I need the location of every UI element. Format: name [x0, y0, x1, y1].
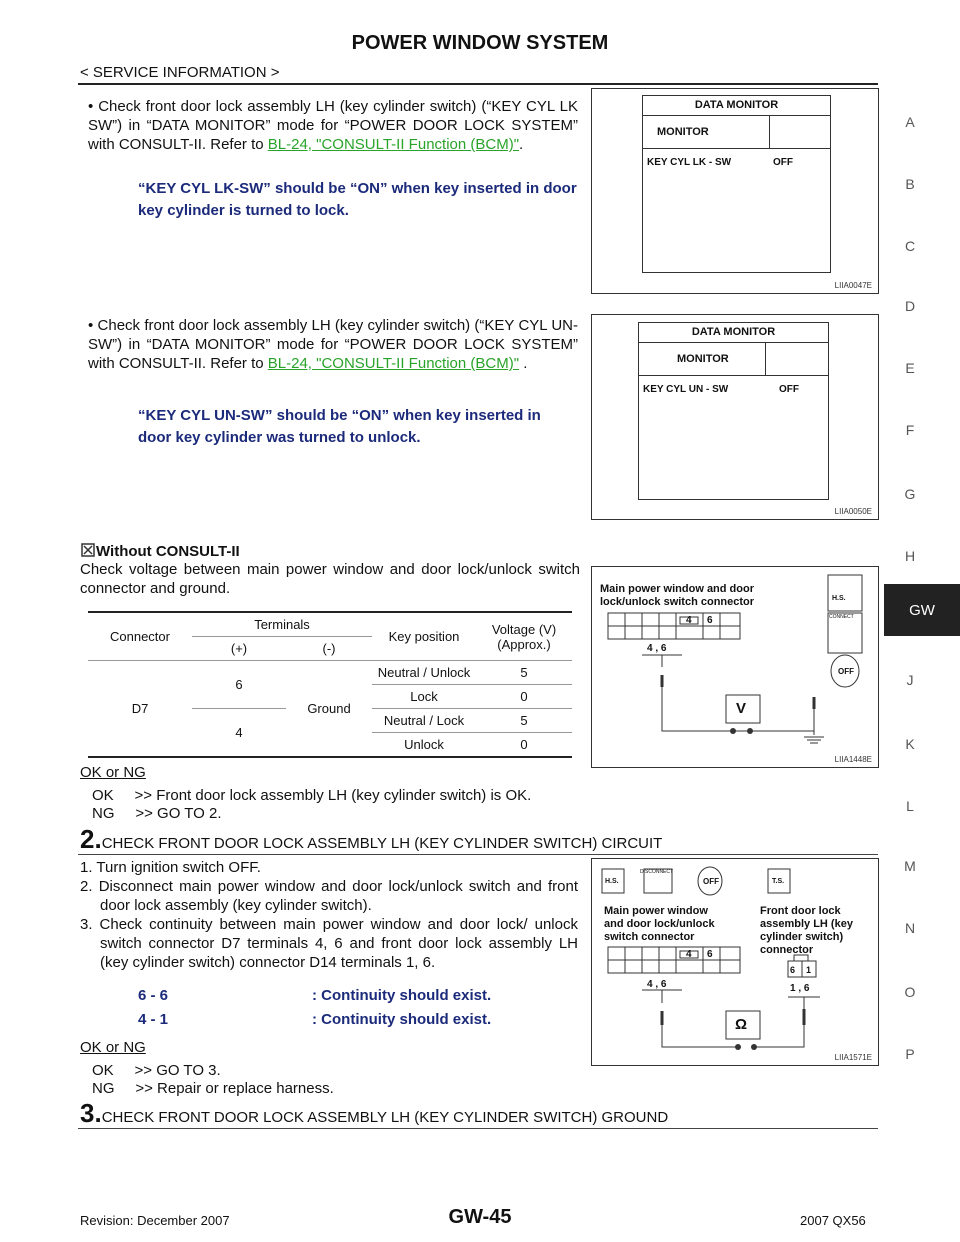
side-index-l[interactable]: L — [906, 798, 914, 814]
figure-continuity-check — [591, 858, 879, 1066]
figure-code: LIIA1448E — [834, 755, 872, 764]
side-index-h[interactable]: H — [904, 548, 916, 564]
footer-model: 2007 QX56 — [800, 1213, 866, 1228]
voltmeter-symbol: V — [736, 700, 747, 717]
tool-icon — [80, 542, 96, 558]
hs-icon: H.S. — [832, 595, 846, 602]
footer-page-number: GW-45 — [448, 1206, 512, 1228]
cell-key: Lock — [372, 685, 476, 709]
step-3-heading — [80, 1098, 668, 1129]
left-connector-caption: Main power window and door lock/unlock switch connector — [604, 905, 715, 943]
side-index-f[interactable]: F — [905, 422, 915, 438]
ok-result: OK >> Front door lock assembly LH (key cylinder switch) is OK. — [92, 787, 532, 804]
continuity-pins-2: 4 - 1 — [138, 1011, 169, 1028]
step-2-list — [80, 858, 578, 972]
bullet-1-tail: . — [519, 136, 524, 153]
ok-ng-label: OK or NG — [80, 1039, 146, 1056]
without-consult-text: Check voltage between main power window and door lock/unlock switch connector and ground. — [80, 561, 580, 597]
note-2: “KEY CYL UN-SW” should be “ON” when key inserted in door key cylinder was turned to unlock. — [138, 407, 541, 446]
voltage-table — [88, 611, 572, 758]
ng-result: NG >> GO TO 2. — [92, 805, 222, 822]
continuity-diagram — [592, 859, 878, 1065]
step-2-title: CHECK FRONT DOOR LOCK ASSEMBLY LH (KEY CYLINDER SWITCH) CIRCUIT — [101, 835, 663, 852]
step-2-item: 3. Check continuity between main power window and door lock/ unlock switch connector D7 terminals 4, 6 and front door lock assembly LH (key cylinder switch) connector D14 terminals 1, 6. — [80, 916, 578, 971]
monitor-label: MONITOR — [677, 353, 729, 365]
connect-icon: CONNECT — [829, 614, 854, 620]
step-2-number: 2. — [80, 824, 102, 854]
side-index-k[interactable]: K — [905, 736, 915, 752]
cell-voltage: 0 — [476, 685, 572, 709]
step-2-rule — [78, 854, 878, 855]
cell-terminal-6: 6 — [192, 661, 286, 709]
side-tab-gw[interactable]: GW — [884, 584, 960, 636]
pin-6: 6 — [707, 615, 713, 626]
cell-ground: Ground — [307, 701, 351, 716]
col-key-position: Key position — [372, 613, 476, 661]
step-2-item: 1. Turn ignition switch OFF. — [80, 859, 261, 876]
ohmmeter-symbol: Ω — [735, 1016, 748, 1033]
step-2-heading — [80, 824, 662, 855]
continuity-pins-1: 6 - 6 — [138, 987, 169, 1004]
bullet-2 — [88, 316, 578, 373]
off-icon: OFF — [703, 877, 719, 886]
side-index-p[interactable]: P — [905, 1046, 915, 1062]
pin-6: 6 — [707, 949, 713, 960]
side-index-d[interactable]: D — [904, 298, 916, 314]
step-3-title: CHECK FRONT DOOR LOCK ASSEMBLY LH (KEY CYLINDER SWITCH) GROUND — [101, 1109, 669, 1126]
ts-icon: T.S. — [772, 878, 785, 885]
connector-caption: Main power window and door lock/unlock switch connector — [600, 583, 755, 608]
page-title: POWER WINDOW SYSTEM — [351, 32, 609, 54]
cell-key: Neutral / Lock — [372, 709, 476, 733]
monitor-value: OFF — [773, 157, 793, 168]
continuity-text-2: : Continuity should exist. — [312, 1011, 492, 1028]
figure-voltage-check — [591, 566, 879, 768]
cell-voltage: 5 — [476, 661, 572, 685]
header-rule — [78, 83, 878, 85]
figure-data-monitor-un — [591, 314, 879, 520]
side-index-e[interactable]: E — [905, 360, 915, 376]
figure-code: LIIA0047E — [834, 281, 872, 290]
side-index-o[interactable]: O — [904, 984, 916, 1000]
disconnect-icon: DISCONNECT — [640, 869, 674, 875]
bullet-1-link[interactable]: BL-24, "CONSULT-II Function (BCM)" — [267, 136, 520, 153]
side-index-g[interactable]: G — [904, 486, 916, 502]
monitor-value: OFF — [779, 384, 799, 395]
monitor-item: KEY CYL UN - SW — [643, 384, 729, 395]
cell-voltage: 0 — [520, 737, 528, 752]
section-subtitle: < SERVICE INFORMATION > — [80, 64, 280, 81]
right-pin-1: 1 — [806, 965, 812, 975]
monitor-label: MONITOR — [657, 126, 709, 138]
footer-revision: Revision: December 2007 — [80, 1213, 230, 1228]
ok-ng-label: OK or NG — [80, 764, 146, 781]
probe-label: 4 , 6 — [647, 643, 667, 654]
figure-code: LIIA0050E — [834, 507, 872, 516]
monitor-head: DATA MONITOR — [639, 323, 828, 343]
side-index-b[interactable]: B — [905, 176, 915, 192]
col-terminals: Terminals — [192, 613, 372, 637]
note-1: “KEY CYL LK-SW” should be “ON” when key inserted in door key cylinder is turned to lock. — [138, 180, 577, 219]
step-2-item: 2. Disconnect main power window and door lock/unlock switch and front door lock assembly (key cylinder switch). — [80, 878, 578, 914]
monitor-head: DATA MONITOR — [643, 96, 830, 116]
cell-connector: D7 — [131, 701, 149, 716]
side-index-m[interactable]: M — [904, 858, 916, 874]
step-3-rule — [78, 1128, 878, 1129]
monitor-panel — [642, 95, 831, 273]
cell-voltage: 5 — [476, 709, 572, 733]
hs-icon: H.S. — [605, 878, 619, 885]
figure-data-monitor-lk — [591, 88, 879, 294]
cell-terminal-4: 4 — [235, 725, 243, 740]
pin-4: 4 — [686, 615, 692, 626]
side-index-a[interactable]: A — [905, 114, 915, 130]
cell-key: Neutral / Unlock — [372, 661, 476, 685]
side-index-c[interactable]: C — [904, 238, 916, 254]
bullet-1 — [88, 97, 578, 154]
cell-key: Unlock — [404, 737, 444, 752]
side-index-j[interactable]: J — [906, 672, 914, 688]
ng-result: NG >> Repair or replace harness. — [92, 1080, 334, 1097]
col-minus: (-) — [286, 637, 372, 661]
ok-result: OK >> GO TO 3. — [92, 1062, 221, 1079]
col-plus: (+) — [192, 637, 286, 661]
probe-right-label: 1 , 6 — [790, 983, 810, 994]
step-3-number: 3. — [80, 1098, 102, 1128]
bullet-2-link[interactable]: BL-24, "CONSULT-II Function (BCM)" — [267, 355, 520, 372]
bullet-2-text: • Check front door lock assembly LH (key cylinder switch) (“KEY CYL UN-SW”) in “DATA MONITOR” mode for “POWER DOOR LOCK SYSTEM” with CONSULT-II. Refer to — [88, 317, 578, 372]
bullet-1-text: • Check front door lock assembly LH (key cylinder switch) (“KEY CYL LK SW”) in “DATA MONITOR” mode for “POWER DOOR LOCK SYSTEM” with CONSULT-II. Refer to — [88, 98, 578, 153]
figure-code: LIIA1571E — [834, 1053, 872, 1062]
without-consult-heading: Without CONSULT-II — [80, 542, 240, 561]
right-connector-caption: Front door lock assembly LH (key cylinder switch) connector — [760, 905, 853, 956]
right-pin-6: 6 — [790, 965, 796, 975]
col-connector: Connector — [88, 613, 192, 661]
pin-4: 4 — [686, 949, 692, 960]
monitor-item: KEY CYL LK - SW — [647, 157, 732, 168]
probe-left-label: 4 , 6 — [647, 979, 667, 990]
monitor-panel — [638, 322, 829, 500]
bullet-2-tail: . — [519, 355, 528, 372]
col-voltage: Voltage (V) (Approx.) — [476, 613, 572, 661]
side-index-n[interactable]: N — [904, 920, 916, 936]
off-icon: OFF — [838, 667, 854, 676]
continuity-text-1: : Continuity should exist. — [312, 987, 492, 1004]
